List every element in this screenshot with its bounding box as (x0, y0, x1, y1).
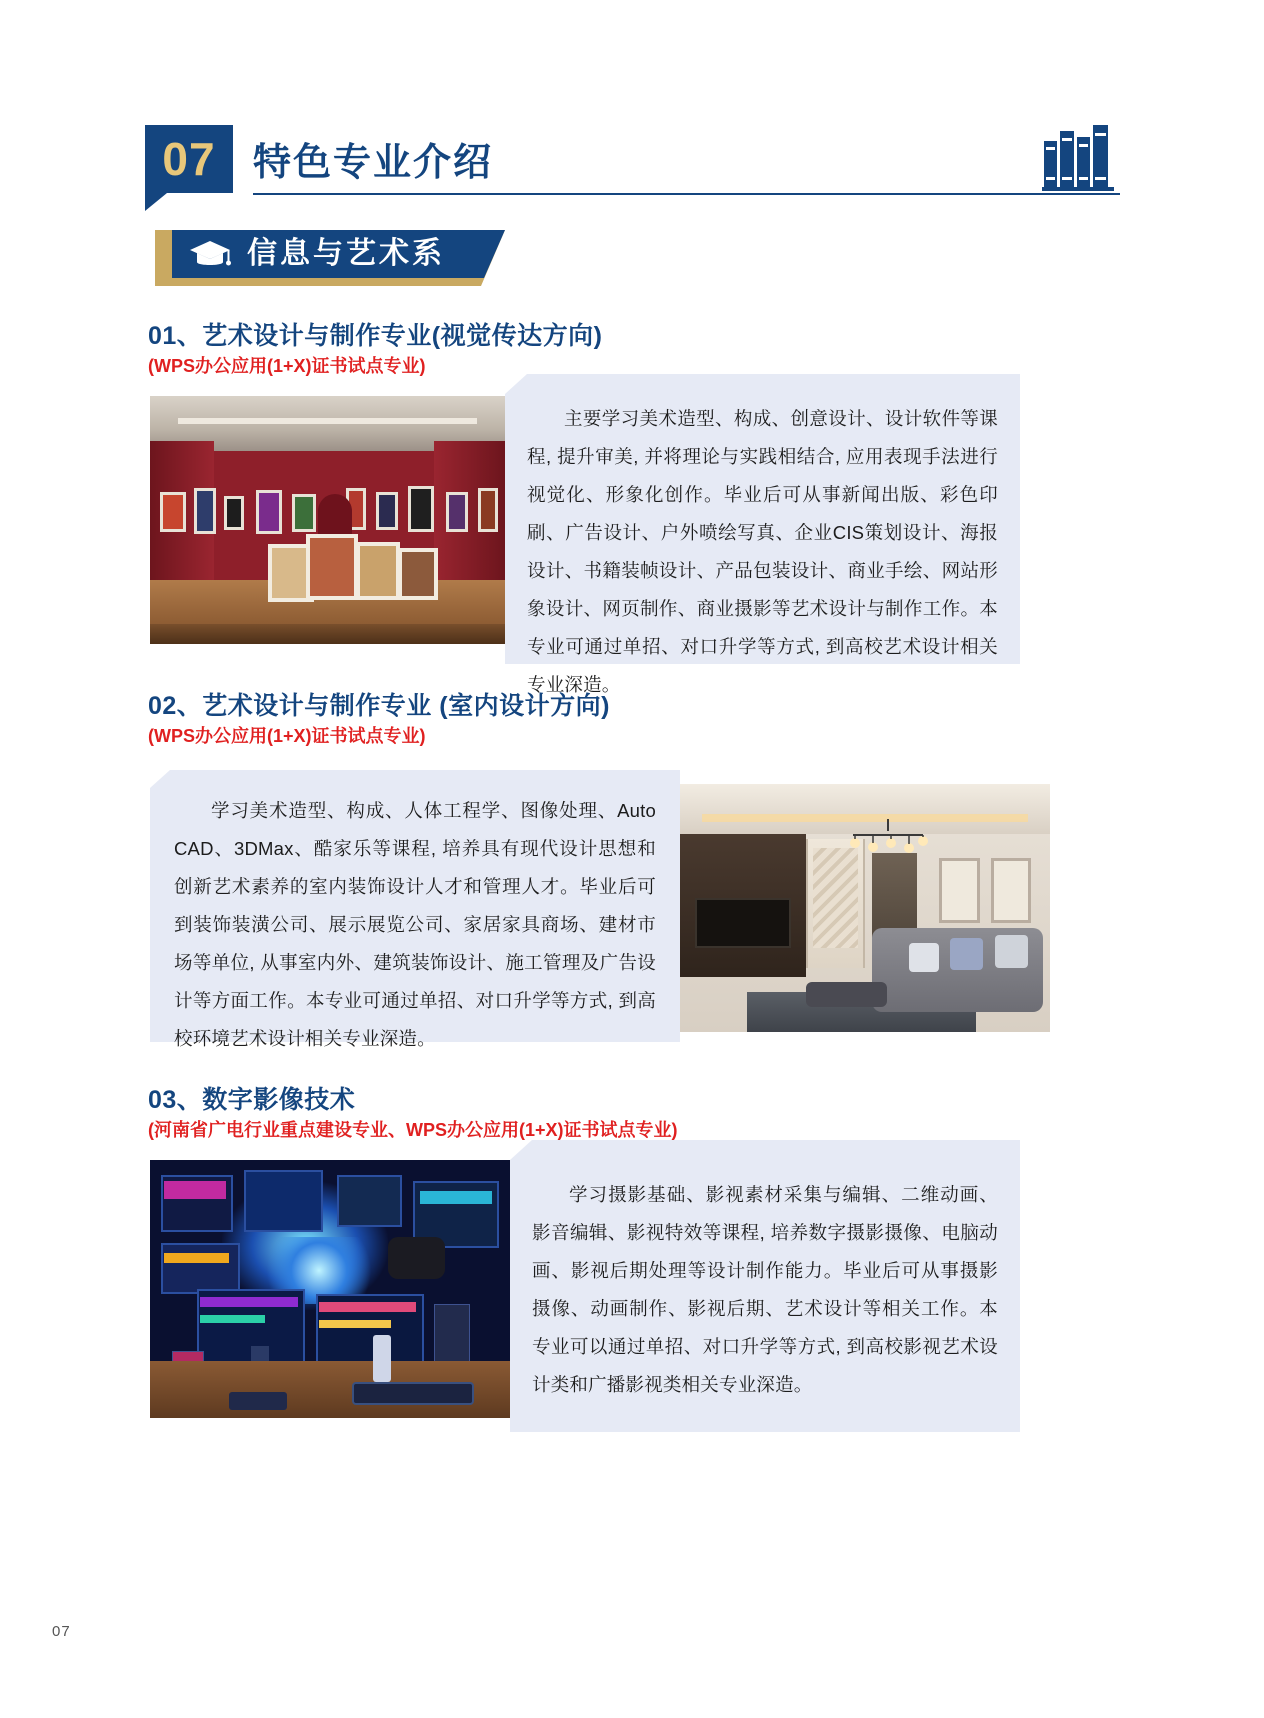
section-02-title: 02、艺术设计与制作专业 (室内设计方向) (148, 692, 610, 720)
section-03-title: 03、数字影像技术 (148, 1086, 356, 1114)
section-02-body: 学习美术造型、构成、人体工程学、图像处理、Auto CAD、3DMax、酷家乐等课程, 培养具有现代设计思想和创新艺术素养的室内装饰设计人才和管理人才。毕业后可到装饰装潢公司、展示展览公司、家居家具商场、建材市场等单位, 从事室内外、建筑装饰设计、施工管理及广告设计等方面工作。本专业可通过单招、对口升学等方式, 到高校环境艺术设计相关专业深造。 (174, 800, 656, 1049)
video-editing-workstation-photo (150, 1160, 510, 1418)
panel-notch (150, 770, 170, 788)
graduation-cap-icon (189, 238, 231, 270)
department-ribbon (155, 230, 505, 286)
section-02-subtitle: (WPS办公应用(1+X)证书试点专业) (148, 726, 426, 746)
interior-living-room-photo (680, 784, 1050, 1032)
section-02-text-panel (150, 770, 680, 1049)
books-icon (1042, 123, 1120, 191)
art-gallery-exhibition-photo (150, 396, 505, 644)
panel-notch (505, 374, 527, 394)
page-header (145, 125, 1120, 210)
page-title: 特色专业介绍 (253, 142, 494, 184)
section-03-subtitle: (河南省广电行业重点建设专业、WPS办公应用(1+X)证书试点专业) (148, 1120, 678, 1140)
department-label: 信息与艺术系 (247, 237, 445, 270)
section-03-body: 学习摄影基础、影视素材采集与编辑、二维动画、影音编辑、影视特效等课程, 培养数字摄影摄像、电脑动画、影视后期处理等设计制作能力。毕业后可从事摄影摄像、动画制作、影视后期、艺术设计等相关工作。本专业可以通过单招、对口升学等方式, 到高校影视艺术设计类和广播影视类相关专业深造。 (532, 1184, 998, 1395)
section-01-subtitle: (WPS办公应用(1+X)证书试点专业) (148, 356, 426, 376)
section-01-title: 01、艺术设计与制作专业(视觉传达方向) (148, 322, 603, 350)
section-number-badge: 07 (145, 125, 233, 193)
page-number: 07 (52, 1623, 71, 1640)
section-01-body: 主要学习美术造型、构成、创意设计、设计软件等课程, 提升审美, 并将理论与实践相结合, 应用表现手法进行视觉化、形象化创作。毕业后可从事新闻出版、彩色印刷、广告设计、户外喷绘写真、企业CIS策划设计、海报设计、书籍装帧设计、产品包装设计、商业手绘、网站形象设计、网页制作、商业摄影等艺术设计与制作工作。本专业可通过单招、对口升学等方式, 到高校艺术设计相关专业深造。 (527, 408, 998, 695)
section-01-text-panel (505, 374, 1020, 695)
section-03-text-panel (510, 1140, 1020, 1432)
panel-notch (510, 1140, 532, 1160)
badge-tail-decoration (145, 193, 167, 211)
header-divider (253, 193, 1120, 195)
